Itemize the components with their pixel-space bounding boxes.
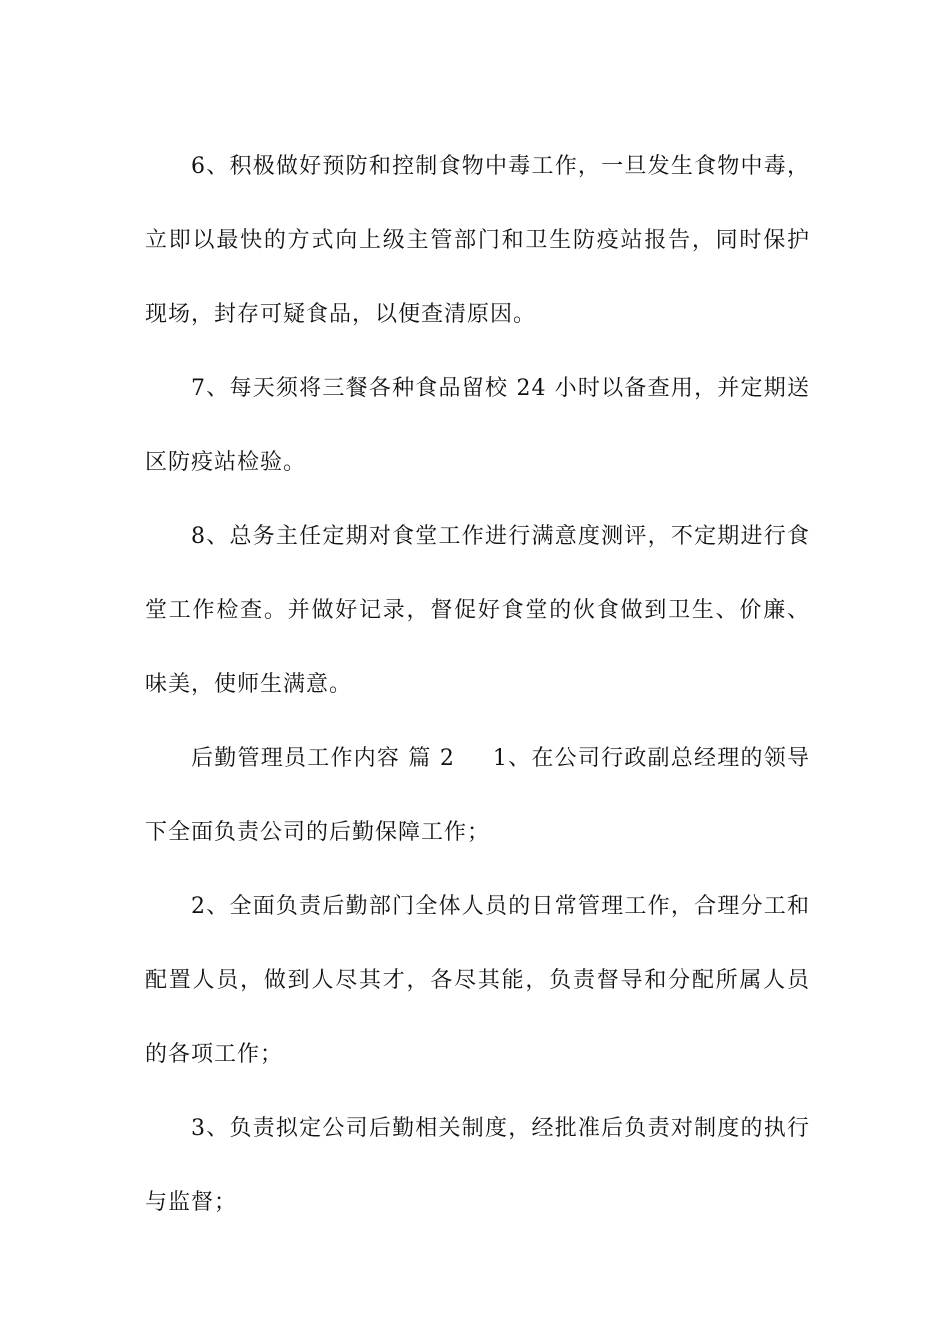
- paragraph-item-2: 2、全面负责后勤部门全体人员的日常管理工作，合理分工和配置人员，做到人尽其才，各尽其能，负责督导和分配所属人员的各项工作；: [145, 894, 810, 1067]
- document-body: [145, 130, 810, 1240]
- section-heading: 后勤管理员工作内容 篇 2: [191, 746, 455, 771]
- paragraph-item-6: 6、积极做好预防和控制食物中毒工作，一旦发生食物中毒，立即以最快的方式向上级主管部门和卫生防疫站报告，同时保护现场，封存可疑食品，以便查清原因。: [145, 154, 810, 327]
- section-item-1: 1、在公司行政副总经理的领导下全面负责公司的后勤保障工作；: [145, 746, 811, 845]
- paragraph-item-8: 8、总务主任定期对食堂工作进行满意度测评，不定期进行食堂工作检查。并做好记录，督促好食堂的伙食做到卫生、价廉、味美，使师生满意。: [145, 524, 810, 697]
- paragraph-item-7: 7、每天须将三餐各种食品留校 24 小时以备查用，并定期送区防疫站检验。: [145, 376, 810, 475]
- paragraph-item-3: 3、负责拟定公司后勤相关制度，经批准后负责对制度的执行与监督；: [145, 1116, 810, 1215]
- section-paragraph: [145, 722, 810, 870]
